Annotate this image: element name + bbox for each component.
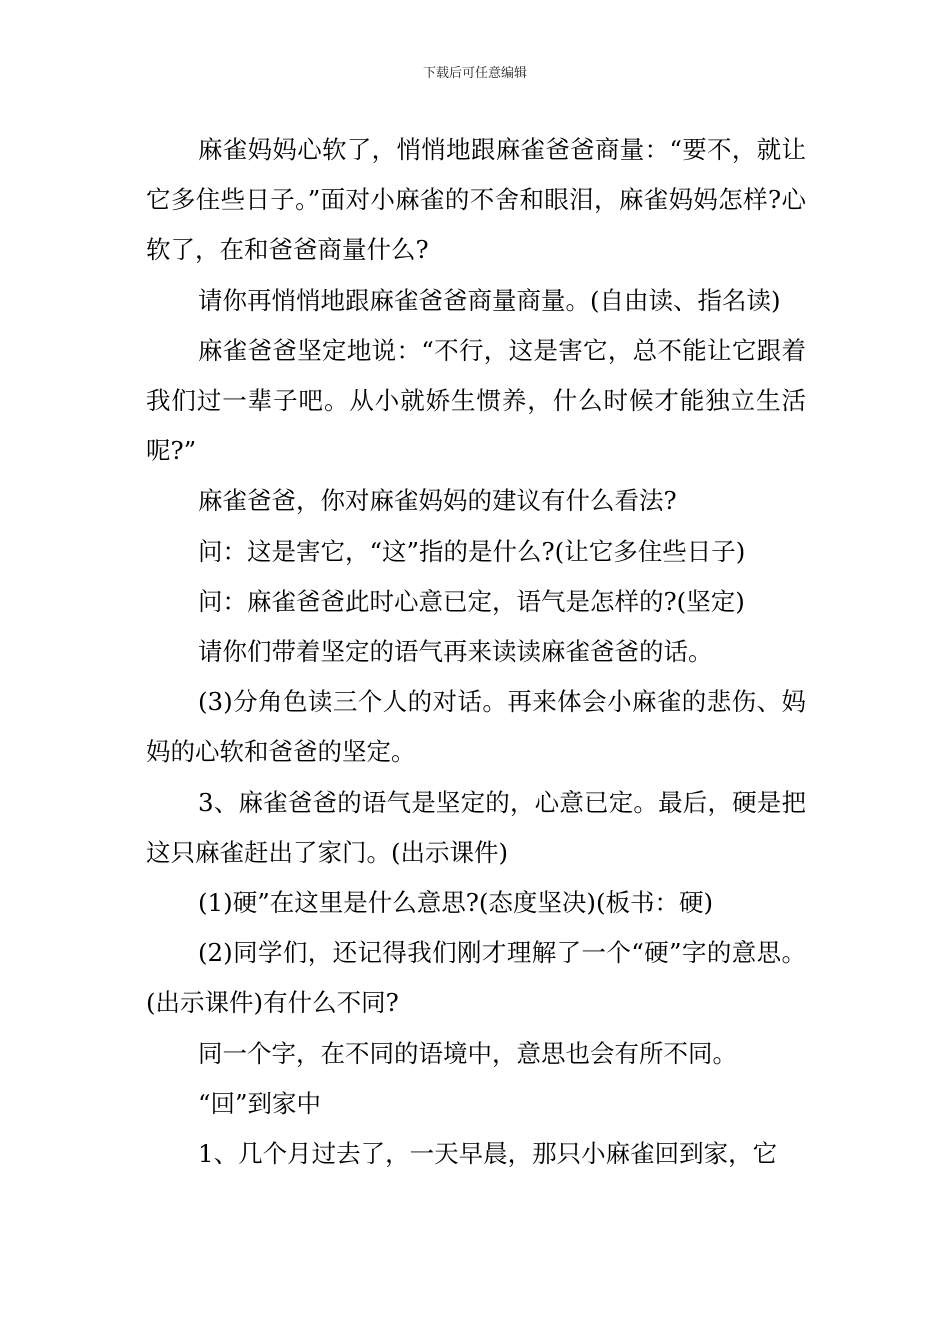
paragraph: 问：这是害它，“这”指的是什么?(让它多住些日子) xyxy=(198,536,746,566)
paragraph: (3)分角色读三个人的对话。再来体会小麻雀的悲伤、妈妈的心软和爸爸的坚定。 xyxy=(146,687,806,767)
document-body xyxy=(146,125,806,1179)
page-header: 下载后可任意编辑 xyxy=(422,66,527,81)
paragraph: 麻雀爸爸，你对麻雀妈妈的建议有什么看法? xyxy=(198,486,677,516)
section-heading: “回”到家中 xyxy=(198,1088,322,1118)
paragraph: 同一个字，在不同的语境中，意思也会有所不同。 xyxy=(198,1038,737,1068)
paragraph: 请你们带着坚定的语气再来读读麻雀爸爸的话。 xyxy=(198,637,713,667)
paragraph: 麻雀爸爸坚定地说：“不行，这是害它，总不能让它跟着我们过一辈子吧。从小就娇生惯养，什么时候才能独立生活呢?” xyxy=(146,335,806,466)
paragraph: (1)硬”在这里是什么意思?(态度坚决)(板书：硬) xyxy=(198,888,714,918)
paragraph: 请你再悄悄地跟麻雀爸爸商量商量。(自由读、指名读) xyxy=(198,285,781,315)
paragraph: 3、麻雀爸爸的语气是坚定的，心意已定。最后，硬是把这只麻雀赶出了家门。(出示课件) xyxy=(146,787,806,867)
paragraph: (2)同学们，还记得我们刚才理解了一个“硬”字的意思。(出示课件)有什么不同? xyxy=(146,938,806,1018)
paragraph: 麻雀妈妈心软了，悄悄地跟麻雀爸爸商量：“要不，就让它多住些日子。”面对小麻雀的不舍和眼泪，麻雀妈妈怎样?心软了，在和爸爸商量什么? xyxy=(146,135,806,265)
paragraph: 问：麻雀爸爸此时心意已定，语气是怎样的?(坚定) xyxy=(198,586,745,616)
paragraph: 1、几个月过去了，一天早晨，那只小麻雀回到家，它 xyxy=(198,1139,778,1169)
